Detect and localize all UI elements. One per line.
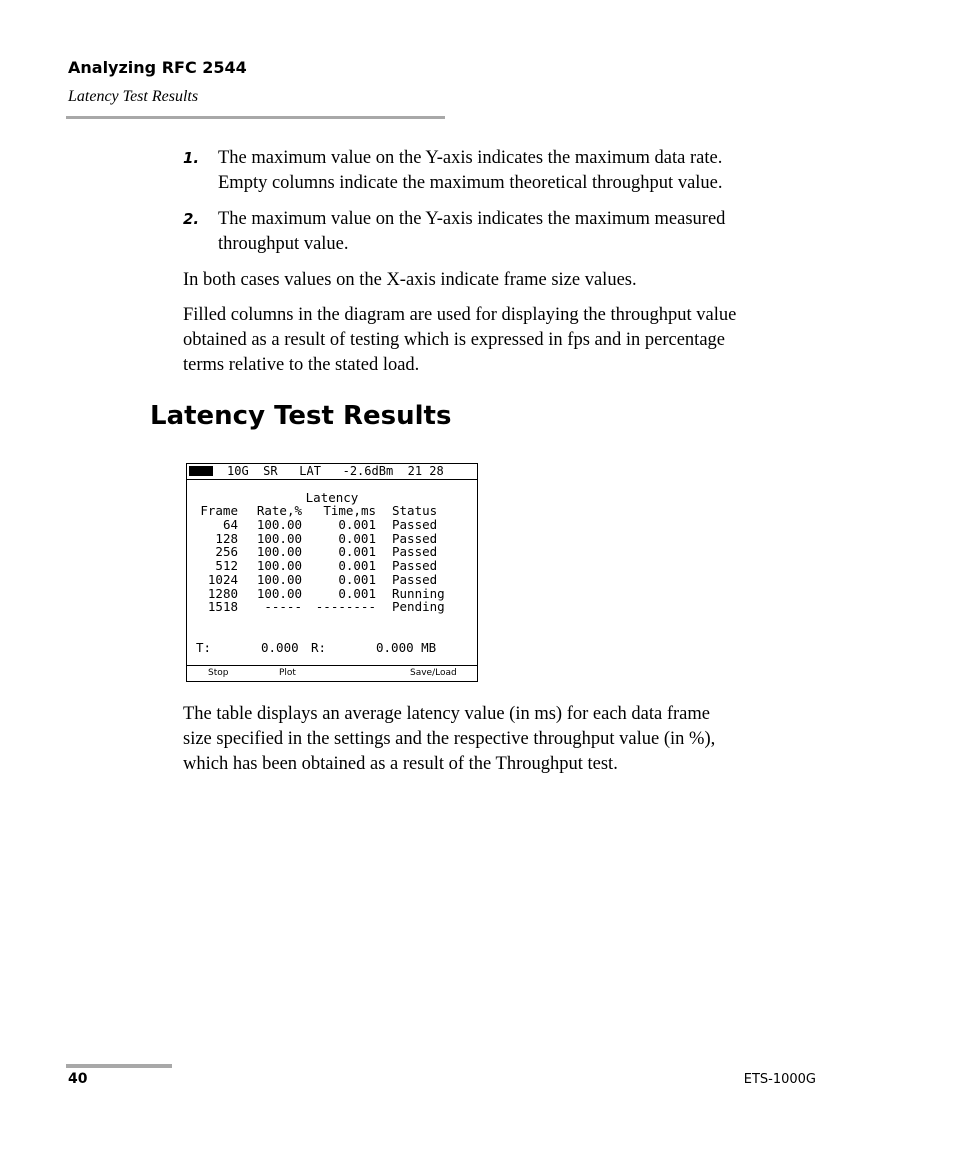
table-cell-status: Running [392, 585, 445, 601]
header-rule [66, 116, 445, 119]
paragraph-line: which has been obtained as a result of the Throughput test. [183, 754, 618, 774]
screen-title: Latency [305, 490, 359, 505]
paragraph-line: obtained as a result of testing which is expressed in fps and in percentage [183, 330, 725, 350]
r-label: R: [311, 640, 327, 655]
footer-rule [66, 1064, 172, 1068]
paragraph-filled-columns [183, 303, 736, 378]
save-load-softkey[interactable]: Save/Load [410, 668, 457, 678]
table-cell-status: Passed [392, 571, 438, 587]
status-bar [187, 464, 477, 480]
r-value: 0.000 MB [376, 640, 437, 655]
section-heading: Latency Test Results [150, 401, 452, 431]
table-cell-rate: 100.00 [256, 544, 302, 560]
table-cell-status: Passed [392, 544, 438, 560]
device-screen [186, 463, 478, 682]
softkey-bar [187, 665, 477, 681]
plot-softkey[interactable]: Plot [279, 668, 296, 678]
table-cell-frame: 64 [222, 517, 238, 532]
table-cell-rate: 100.00 [256, 517, 302, 532]
table-cell-rate: 100.00 [256, 558, 302, 574]
paragraph-line: The table displays an average latency value (in ms) for each data frame [183, 704, 710, 724]
product-name: ETS-1000G [743, 1072, 816, 1087]
table-cell-status: Pending [392, 599, 445, 615]
table-cell-time: 0.001 [338, 544, 376, 560]
t-label: T: [196, 640, 212, 655]
table-cell-status: Passed [392, 558, 438, 574]
table-cell-time: 0.001 [338, 558, 376, 574]
running-header-section: Latency Test Results [68, 88, 199, 105]
table-cell-frame: 512 [215, 558, 238, 574]
table-cell-rate: 100.00 [256, 585, 302, 601]
table-cell-time: 0.001 [338, 571, 376, 587]
table-cell-time: -------- [315, 599, 376, 615]
table-cell-rate: 100.00 [256, 530, 302, 546]
table-cell-frame: 256 [215, 544, 238, 560]
col-header-time: Time,ms [323, 503, 376, 518]
table-cell-rate: ----- [264, 599, 302, 615]
table-cell-time: 0.001 [338, 517, 376, 532]
list-item-1-line-1: The maximum value on the Y-axis indicates the maximum data rate. [218, 148, 723, 168]
paragraph-line: Filled columns in the diagram are used for displaying the throughput value [183, 305, 737, 325]
table-cell-rate: 100.00 [256, 571, 302, 587]
list-number-2: 2. [183, 210, 200, 228]
paragraph-line: terms relative to the stated load. [183, 355, 420, 375]
list-item-2-line-2: throughput value. [218, 234, 349, 254]
paragraph-line: size specified in the settings and the respective throughput value (in %), [183, 729, 716, 749]
table-cell-time: 0.001 [338, 530, 376, 546]
running-header-chapter: Analyzing RFC 2544 [68, 58, 247, 77]
list-item-2-line-1: The maximum value on the Y-axis indicates the maximum measured [218, 209, 726, 229]
col-header-frame: Frame [200, 503, 238, 518]
page-number: 40 [68, 1071, 88, 1087]
table-cell-frame: 1280 [207, 585, 238, 601]
stop-softkey[interactable]: Stop [208, 668, 229, 678]
t-value: 0.000 [261, 640, 299, 655]
col-header-rate: Rate,% [256, 503, 302, 518]
table-cell-frame: 128 [215, 530, 238, 546]
table-cell-frame: 1024 [207, 571, 238, 587]
table-cell-status: Passed [392, 530, 438, 546]
table-cell-status: Passed [392, 517, 438, 532]
list-number-1: 1. [183, 149, 200, 167]
col-header-status: Status [392, 503, 438, 518]
list-item-1 [218, 146, 723, 196]
status-text: 10G SR LAT -2.6dBm 21 28 [227, 464, 444, 478]
paragraph-table-description [183, 702, 715, 777]
paragraph-xaxis: In both cases values on the X-axis indicate frame size values. [183, 270, 637, 290]
table-cell-time: 0.001 [338, 585, 376, 601]
list-item-1-line-2: Empty columns indicate the maximum theoretical throughput value. [218, 173, 723, 193]
signal-icon [189, 466, 213, 476]
table-cell-frame: 1518 [207, 599, 238, 615]
list-item-2 [218, 207, 725, 257]
